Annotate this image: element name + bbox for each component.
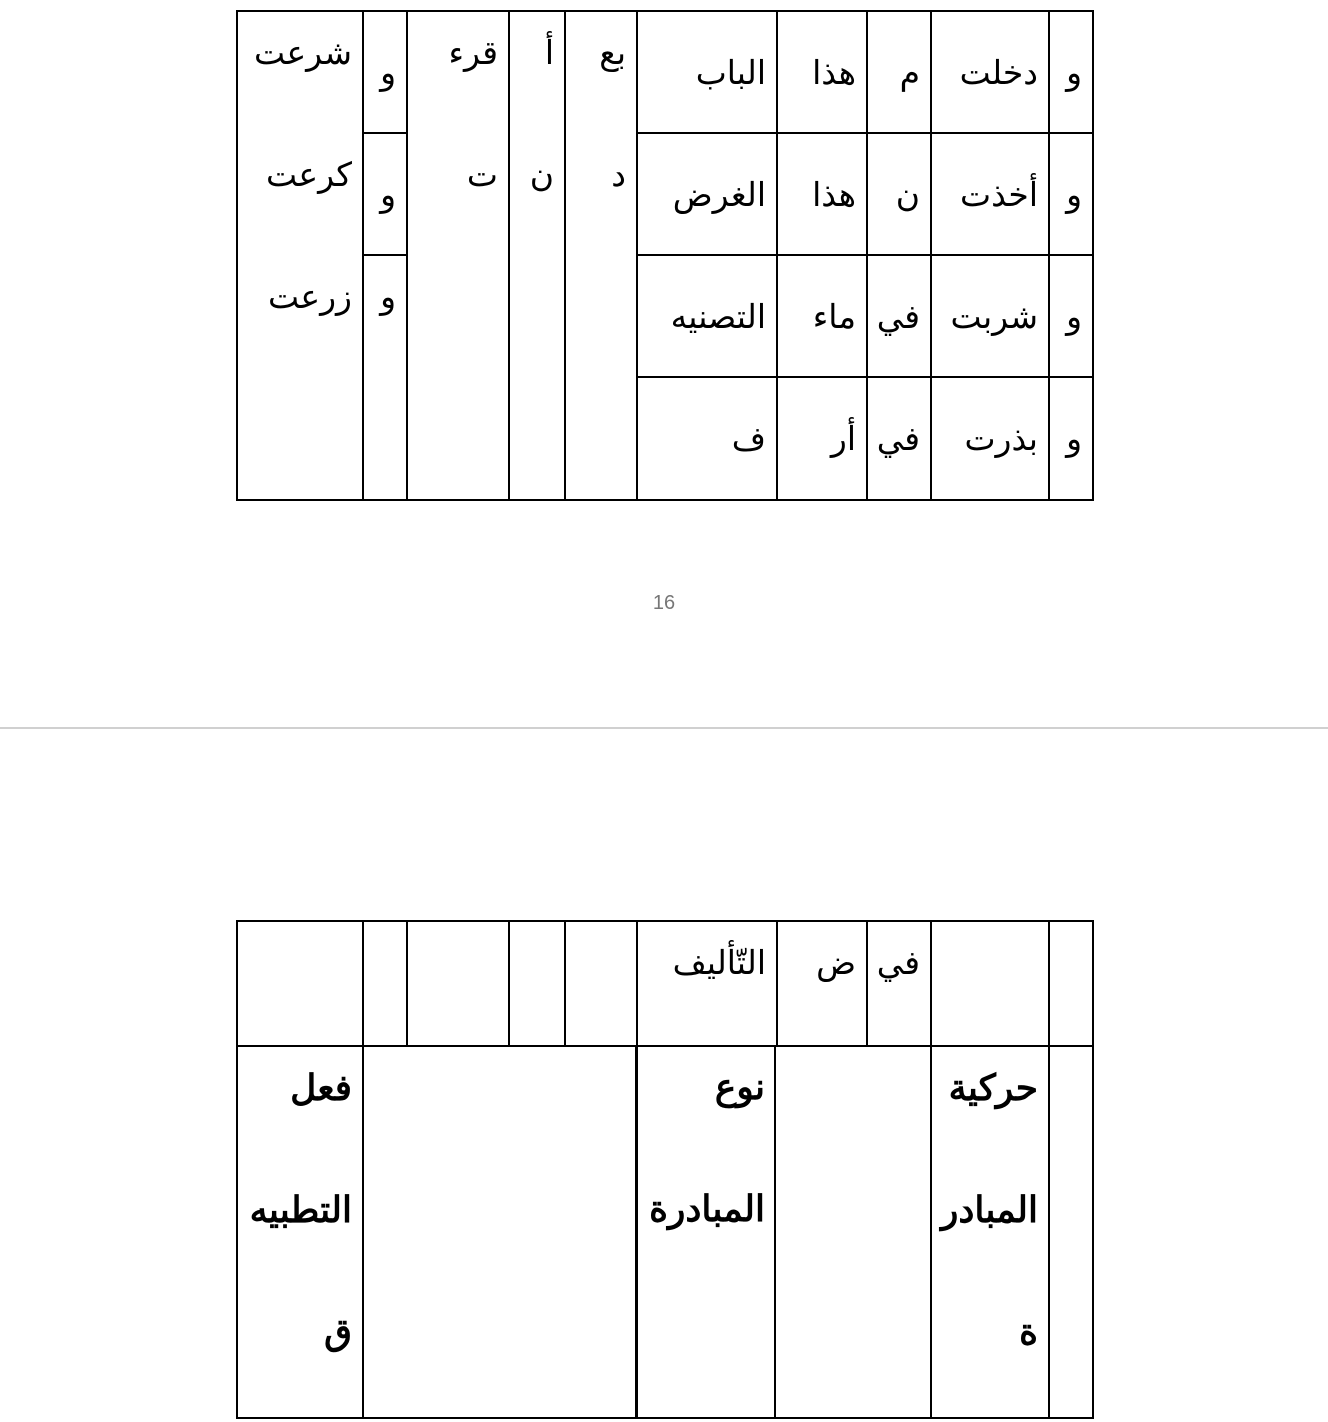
- table-cell: و: [1049, 133, 1093, 255]
- page-number: 16: [652, 592, 676, 614]
- table-cell: أر: [777, 377, 867, 500]
- cell-line: المبادر: [940, 1189, 1038, 1231]
- table-upper: [236, 10, 1094, 501]
- table-cell: [509, 921, 565, 1046]
- table-cell: [237, 1046, 363, 1418]
- table-cell: [565, 11, 637, 500]
- column-divider: [635, 1045, 637, 1417]
- table-cell: [237, 11, 363, 500]
- table-cell: [565, 921, 637, 1046]
- cell-line: كرعت: [265, 155, 352, 194]
- table-cell: [363, 1046, 637, 1418]
- cell-line: ق: [324, 1311, 352, 1353]
- cell-line: المبادرة: [649, 1188, 765, 1230]
- table-cell: ض: [777, 921, 867, 1046]
- page-divider: [0, 727, 1328, 729]
- cell-line: نوع: [714, 1066, 765, 1108]
- table-cell: و: [1049, 255, 1093, 377]
- table-cell-overlay: [636, 1046, 775, 1290]
- table-cell: و: [363, 11, 407, 133]
- table-cell: ف: [637, 377, 777, 500]
- table-cell: في: [867, 377, 931, 500]
- table-cell: و: [1049, 11, 1093, 133]
- table-cell: ن: [867, 133, 931, 255]
- table-cell: [509, 11, 565, 500]
- table-cell: [363, 921, 407, 1046]
- table-cell: الباب: [637, 11, 777, 133]
- table-cell: [931, 1046, 1049, 1418]
- cell-line: ة: [1019, 1311, 1038, 1353]
- table-cell: [407, 11, 509, 500]
- table-row: [237, 255, 1093, 377]
- table-cell: في: [867, 255, 931, 377]
- table-cell: م: [867, 11, 931, 133]
- table-cell: بذرت: [931, 377, 1049, 500]
- cell-line: التطبيه: [249, 1189, 352, 1231]
- table-cell: دخلت: [931, 11, 1049, 133]
- table-cell: شربت: [931, 255, 1049, 377]
- table-cell: و: [1049, 377, 1093, 500]
- table-cell: و: [363, 133, 407, 255]
- table-cell: [1049, 921, 1093, 1046]
- table-cell: ماء: [777, 255, 867, 377]
- table-cell: هذا: [777, 133, 867, 255]
- table-cell: [931, 921, 1049, 1046]
- cell-line: شرعت: [254, 33, 352, 72]
- table-cell: التصنيه: [637, 255, 777, 377]
- cell-line: زرعت: [268, 277, 352, 316]
- table-cell: [1049, 1046, 1093, 1418]
- cell-line: ن: [529, 155, 554, 194]
- table-cell: في: [867, 921, 931, 1046]
- table-row: [237, 11, 1093, 133]
- table-cell: أخذت: [931, 133, 1049, 255]
- cell-line: حركية: [948, 1067, 1038, 1109]
- table-cell: [237, 921, 363, 1046]
- table-cell: التّأليف: [637, 921, 777, 1046]
- column-divider: [774, 1045, 776, 1417]
- cell-line: د: [611, 155, 626, 194]
- cell-line: ت: [466, 155, 498, 194]
- table-cell: هذا: [777, 11, 867, 133]
- table-row: [237, 133, 1093, 255]
- cell-line: أ: [544, 33, 554, 72]
- cell-line: بع: [599, 33, 626, 72]
- table-cell: [407, 921, 509, 1046]
- table-row: [237, 921, 1093, 1046]
- table-cell: الغرض: [637, 133, 777, 255]
- table-cell: و: [363, 255, 407, 500]
- cell-line: فعل: [290, 1067, 352, 1109]
- cell-line: قرء: [448, 33, 498, 72]
